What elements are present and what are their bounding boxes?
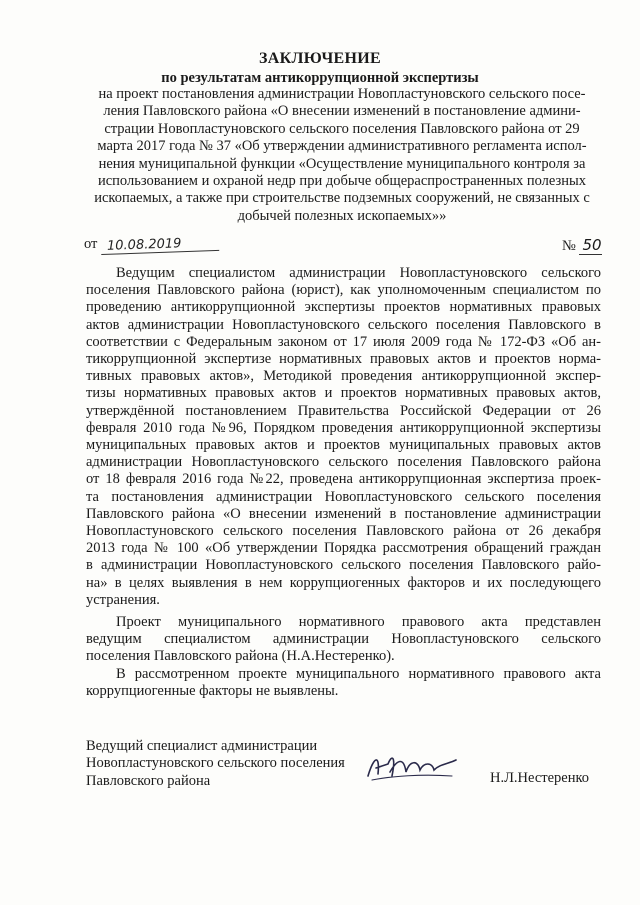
paragraph-line: в администрации Новопластуновского сельского поселения Павловского райо- xyxy=(86,557,601,574)
paragraph-line: муниципальных правовых актов и проектов муниципальных правовых актов xyxy=(86,437,601,454)
paragraph-line: ведущим специалистом администрации Новопластуновского сельского xyxy=(86,631,601,648)
number-line xyxy=(562,236,602,255)
paragraph-line: коррупциогенные факторы не выявлены. xyxy=(86,683,339,700)
paragraph-line: проведению антикоррупционной экспертизы проектов нормативных правовых xyxy=(86,299,601,316)
paragraph-line: тизы нормативных правовых актов и проектов нормативных правовых актов, xyxy=(86,385,601,402)
handwritten-number: 50 xyxy=(579,236,602,255)
paragraph-line: от 18 февраля 2016 года №22, проведена антикоррупционная экспертиза проек- xyxy=(86,471,601,488)
paragraph-line: устранения. xyxy=(86,591,160,608)
signatory-line: Новопластуновского сельского поселения xyxy=(86,755,345,772)
document-subtitle: по результатам антикоррупционной экспертизы xyxy=(161,70,479,86)
paragraph-line: на» в целях выявления в нем коррупциогенных факторов и их последующего xyxy=(86,574,601,591)
paragraph-main xyxy=(86,265,601,609)
subject-line: добычей полезных ископаемых»» xyxy=(237,207,447,224)
paragraph-line: утверждённой постановлением Правительства Российской Федерации от 26 xyxy=(86,402,601,419)
handwritten-signature xyxy=(362,746,462,790)
signatory-position xyxy=(86,738,345,790)
paragraph-line: поселения Павловского района (юрист), как уполномоченным специалистом по xyxy=(86,282,601,299)
paragraph-presenter xyxy=(86,614,601,666)
signer-name: Н.Л.Нестеренко xyxy=(490,770,590,786)
signatory-line: Павловского района xyxy=(86,772,211,789)
date-line xyxy=(84,236,219,253)
paragraph-line: Проект муниципального нормативного правового акта представлен xyxy=(116,614,601,630)
subject-line: ископаемых, а также при строительстве подземных сооружений, не связанных с xyxy=(94,190,590,207)
paragraph-line: Павловского района «О внесении изменений в постановление администрации xyxy=(86,505,601,522)
subject-line: марта 2017 года № 37 «Об утверждении административного регламента испол- xyxy=(97,138,587,155)
paragraph-line: соответствии с Федеральным законом от 17 июля 2009 года № 172-ФЗ «Об ан- xyxy=(86,333,601,350)
handwritten-date: 10.08.2019 xyxy=(101,235,219,255)
paragraph-line: В рассмотренном проекте муниципального нормативного правового акта xyxy=(116,666,601,682)
date-prefix: от xyxy=(84,236,98,252)
document-title: ЗАКЛЮЧЕНИЕ xyxy=(259,50,381,67)
number-prefix: № xyxy=(562,238,576,254)
document-subject xyxy=(82,86,602,225)
paragraph-line: Ведущим специалистом администрации Новопластуновского сельского xyxy=(116,265,601,281)
subject-line: использованием и охраной недр при добыче общераспространенных полезных xyxy=(97,173,587,190)
paragraph-line: Новопластуновского сельского поселения Павловского района от 26 декабря xyxy=(86,523,601,540)
paragraph-line: поселения Павловского района (Н.А.Нестеренко). xyxy=(86,648,395,665)
subject-line: ления Павловского района «О внесении изменений в постановление админи- xyxy=(103,103,581,120)
signatory-line: Ведущий специалист администрации xyxy=(86,738,318,754)
subject-line: нения муниципальной функции «Осуществление муниципального контроля за xyxy=(98,155,586,172)
paragraph-line: февраля 2010 года №96, Порядком проведения антикоррупционной экспертизы xyxy=(86,419,601,436)
paragraph-line: тикоррупционной экспертизе нормативных правовых актов и проектов норма- xyxy=(86,351,601,368)
subject-line: страции Новопластуновского сельского поселения Павловского района от 29 xyxy=(104,120,580,137)
subject-line: на проект постановления администрации Новопластуновского сельского посе- xyxy=(98,86,586,102)
paragraph-line: 2013 года № 100 «Об утверждении Порядка рассмотрения обращений граждан xyxy=(86,540,601,557)
paragraph-line: администрации Новопластуновского сельского поселения Павловского района xyxy=(86,454,601,471)
paragraph-line: та постановления администрации Новопластуновского сельского поселения xyxy=(86,488,601,505)
paragraph-line: тивных правовых актов», Методикой проведения антикоррупционной экспер- xyxy=(86,368,601,385)
paragraph-line: актов администрации Новопластуновского сельского поселения Павловского в xyxy=(86,316,601,333)
paragraph-conclusion xyxy=(86,666,601,700)
